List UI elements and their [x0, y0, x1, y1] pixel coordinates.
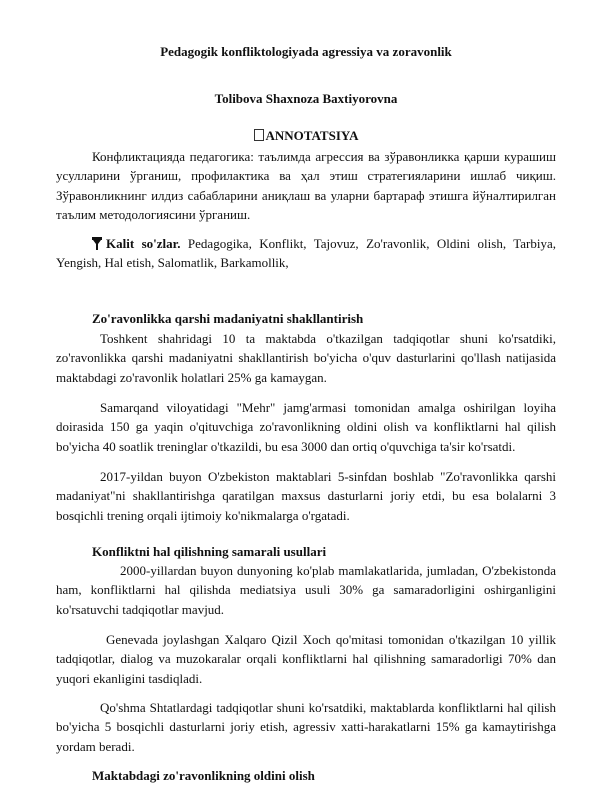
document-title: Pedagogik konfliktologiyada agressiya va zoravonlik [160, 44, 452, 59]
section-paragraph: Qo'shma Shtatlardagi tadqiqotlar shuni ko'rsatdiki, maktablarda konfliktlarni hal qilish bo'yicha 5 bosqichli dasturlarni joriy etish, agressiv xatti-harakatlarni 15% ga kamaytirishga yordam beradi. [56, 700, 556, 754]
keywords-label: Kalit so'zlar. [106, 236, 181, 251]
annotation-heading-row [0, 128, 612, 144]
pin-icon [92, 237, 102, 250]
annotation-heading: ANNOTATSIYA [265, 128, 359, 143]
section-paragraph: Samarqand viloyatidagi "Mehr" jamg'armasi tomonidan amalga oshirilgan loyiha doirasida 150 ga yaqin o'qituvchiga zo'ravonlikning oldini olish va konfliktlarni hal qilish bo'yicha 40 soatlik treninglar o'tkazildi, bu esa 3000 dan ortiq o'quvchiga ta'sir ko'rsatdi. [56, 400, 556, 454]
author-name: Tolibova Shaxnoza Baxtiyorovna [214, 91, 398, 106]
section-paragraph: Genevada joylashgan Xalqaro Qizil Xoch qo'mitasi tomonidan o'tkazilgan 10 yillik tadqiqotlar, dialog va muzokaralar orqali konfliktlarni hal qilishning samaradorligi 70% dan yuqori ekanligini tasdiqladi. [56, 632, 556, 686]
keywords-list: Pedagogika, Konflikt, Tajovuz, Zo'ravonlik, Oldini olish, Tarbiya, Yengish, Hal etish, Salomatlik, Barkamollik, [56, 236, 557, 271]
missing-glyph-icon [254, 129, 264, 141]
section-heading: Zo'ravonlikka qarshi madaniyatni shakllantirish [92, 311, 364, 326]
section-paragraph: 2017-yildan buyon O'zbekiston maktablari 5-sinfdan boshlab "Zo'ravonlikka qarshi madaniyat"ni shakllantirishga qaratilgan maxsus dasturlarni joriy etdi, bu esa bolalarni 3 bosqichli trening orqali ijtimoiy ko'nikmalarga o'rgatadi. [56, 469, 556, 523]
keywords-paragraph [56, 234, 556, 273]
annotation-text: Конфликтацияда педагогика: таълимда агрессия ва зўравонликка қарши курашиш усулларини ўрганиш, профилактика ва ҳал этиш стратегияларини ишлаб чиқиш. Зўравонликнинг илдиз сабабларини аниқлаш ва уларни бартараф этишга йўналтирилган таълим методологиясини ўрганиш. [56, 149, 556, 222]
section-heading: Maktabdagi zo'ravonlikning oldini olish [92, 768, 315, 783]
section-paragraph: 2000-yillardan buyon dunyoning ko'plab mamlakatlarida, jumladan, O'zbekistonda ham, konfliktlarni hal qilishda mediatsiya usuli 30% ga samaradorligini oshirganligini ko'rsatuvchi tadqiqotlar mavjud. [56, 563, 556, 617]
section-paragraph: Toshkent shahridagi 10 ta maktabda o'tkazilgan tadqiqotlar shuni ko'rsatdiki, zo'ravonlikka qarshi madaniyatni shakllantirish bo'yicha o'quv dasturlarini qo'llash natijasida maktabdagi zo'ravonlik holatlari 25% ga kamaygan. [56, 331, 556, 385]
section-heading: Konfliktni hal qilishning samarali usullari [92, 544, 327, 559]
